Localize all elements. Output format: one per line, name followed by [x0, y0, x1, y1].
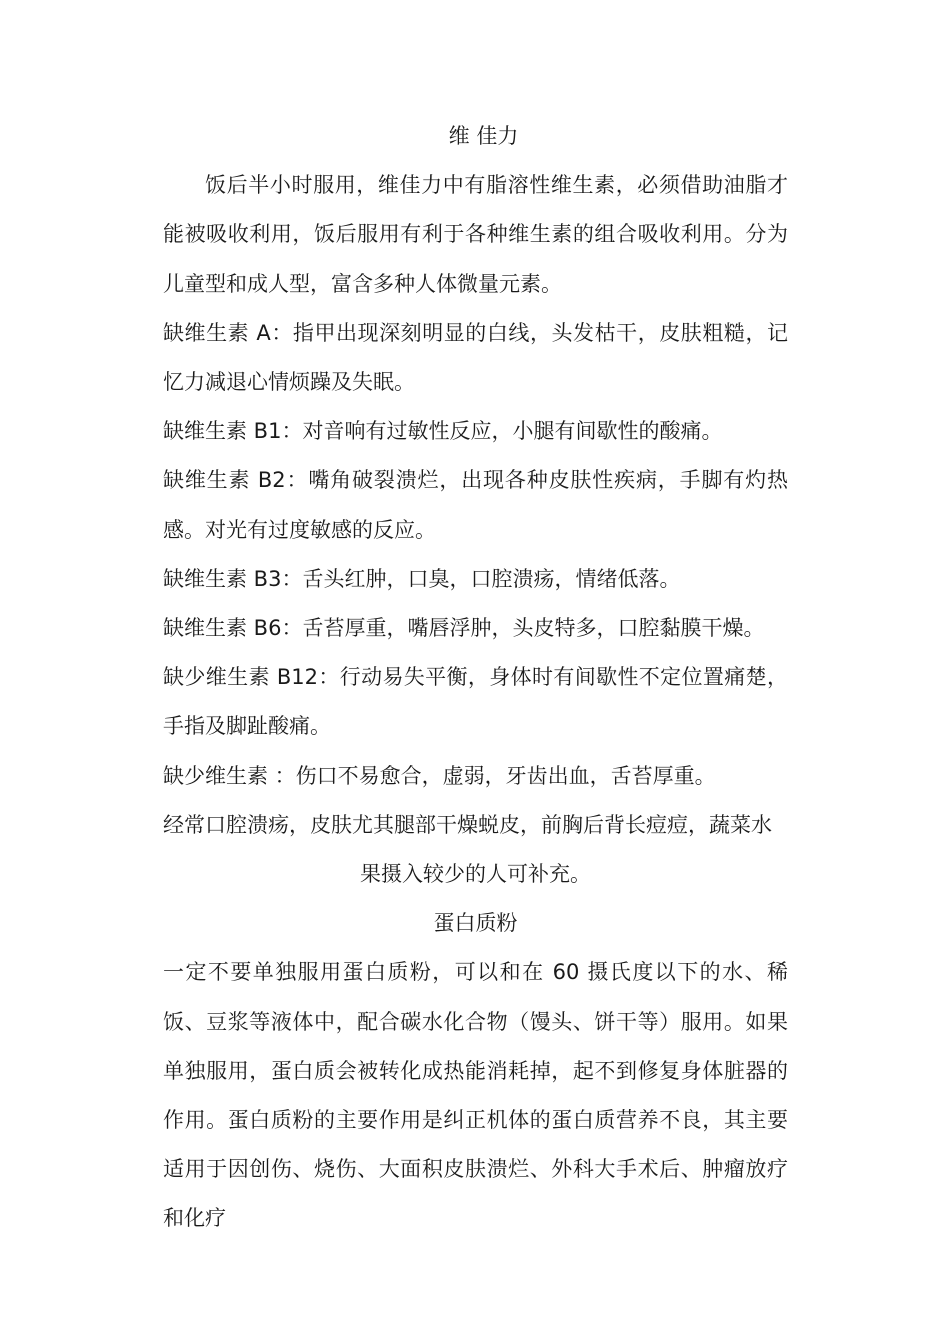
summary-line-1: 经常口腔溃疡，皮肤尤其腿部干燥蜕皮，前胸后背长痘痘，蔬菜水 [163, 812, 772, 837]
vitamin-b3-paragraph: 缺维生素 B3：舌头红肿，口臭，口腔溃疡，情绪低落。 [163, 566, 681, 591]
summary-line-2: 果摄入较少的人可补充。 [360, 862, 591, 887]
section-title-protein: 蛋白质粉 [433, 911, 518, 936]
vitamin-b1-paragraph: 缺维生素 B1：对音响有过敏性反应，小腿有间歇性的酸痛。 [163, 419, 723, 444]
vitamin-b2-paragraph: 缺维生素 B2：嘴角破裂溃烂，出现各种皮肤性疾病，手脚有灼热感。对光有过度敏感的反应。 [163, 468, 788, 542]
vitamin-a-paragraph: 缺维生素 A：指甲出现深刻明显的白线，头发枯干，皮肤粗糙，记忆力减退心情烦躁及失眠。 [163, 320, 788, 395]
vitamin-missing-label-paragraph: 缺少维生素 ：伤口不易愈合，虚弱，牙齿出血，舌苔厚重。 [163, 763, 716, 788]
intro-paragraph: 饭后半小时服用，维佳力中有脂溶性维生素，必须借助油脂才能被吸收利用，饭后服用有利于各种维生素的组合吸收利用。分为儿童型和成人型，富含多种人体微量元素。 [163, 173, 788, 296]
vitamin-b6-paragraph: 缺维生素 B6：舌苔厚重，嘴唇浮肿，头皮特多，口腔黏膜干燥。 [163, 616, 765, 641]
vitamin-b12-paragraph: 缺少维生素 B12：行动易失平衡，身体时有间歇性不定位置痛楚，手指及脚趾酸痛。 [163, 665, 788, 739]
document-title: 维 佳力 [448, 124, 519, 148]
document-page [163, 112, 788, 1244]
protein-paragraph: 一定不要单独服用蛋白质粉，可以和在 60 摄氏度以下的水、稀饭、豆浆等液体中，配合碳水化合物（馒头、饼干等）服用。如果单独服用，蛋白质会被转化成热能消耗掉，起不到修复身体脏器的作用。蛋白质粉的主要作用是纠正机体的蛋白质营养不良，其主要适用于因创伤、烧伤、大面积皮肤溃烂、外科大手术后、肿瘤放疗和化疗 [163, 960, 788, 1231]
